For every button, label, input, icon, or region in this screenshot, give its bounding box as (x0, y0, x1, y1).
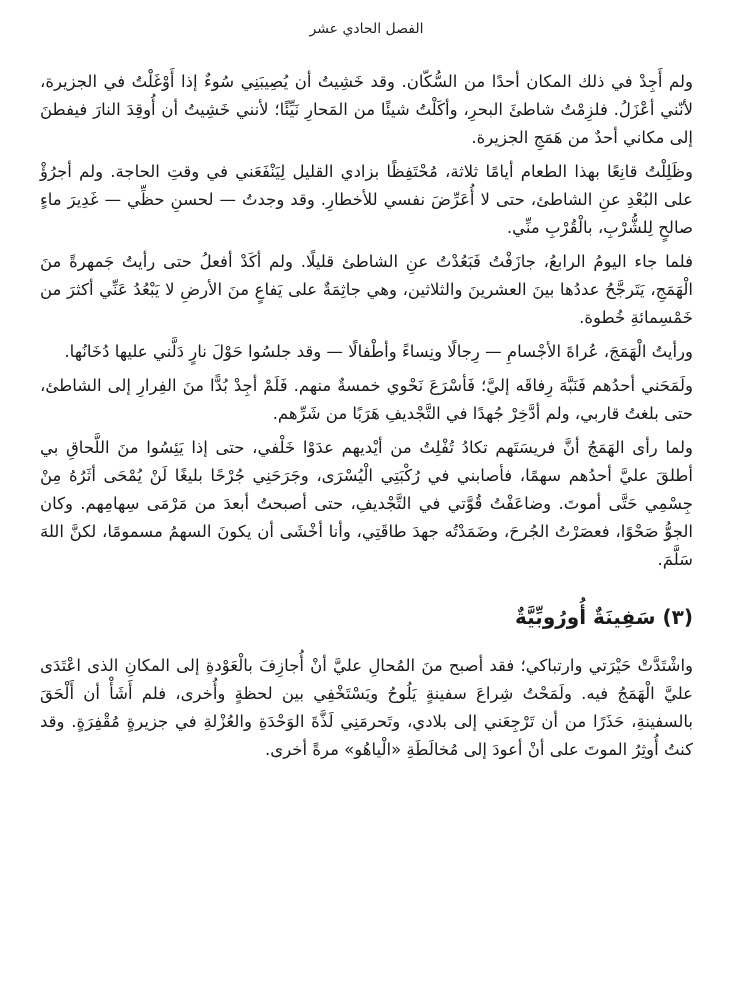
paragraph-5: ولَمَحَني أحدُهم فَنَبَّهَ رِفاقَه إليَّ؛ فَأسْرَعَ نَحْوي خمسةٌ منهم. فَلَمْ أجِدْ بُدًّا منَ الفِرارِ إلى الشاطئ، حتى بلغتُ قاربي، ولم أدَّخِرْ جُهدًا في التَّجْديفِ هَرَبًا من شَرِّهم. (40, 376, 693, 423)
running-header-chapter-title: الفصل الحادي عشر (309, 21, 424, 37)
section-paragraph-1: واشْتَدَّتْ حَيْرَتي وارتباكي؛ فقد أصبح منَ المُحالِ عليَّ أنْ أُجازِفَ بالْعَوْدةِ إلى المكانِ الذى اعْتَدَى عليَّ الْهَمَجُ فيه. ولَمَحْتُ شِراعَ سفينةٍ يَلُوحُ ويَسْتَخْفِي بين لحظةٍ وأُخرى، فلم أَشَأْ أن أَلْحَقَ بالسفينةِ، حَذَرًا من أن تَرْجِعَني إلى بلادي، وتَحرمَنِي لَذَّةَ الوَحْدَةِ والعُزْلةِ في جزيرةٍ مُقْفِرَةٍ. وقد كنتُ أُوثِرُ الموتَ على أنْ أعودَ إلى مُخالَطَةِ «الْياهُو» مرةً أخرى. (40, 656, 693, 759)
section-heading: (٣) سَفِينَةٌ أُورُوبِّيَّةٌ (515, 605, 693, 629)
paragraph-4: ورأيتُ الْهَمَجَ، عُراةَ الأجْسامِ — رِجالًا ونِساءً وأطْفالًا — وقد جلسُوا حَوْلَ نارٍ دَلَّني عليها دُخَانُها. (64, 342, 693, 361)
chapter-body (40, 68, 693, 574)
paragraph-3: فلما جاء اليومُ الرابعُ، جازَفْتُ فَبَعُدْتُ عنِ الشاطئ قليلًا. ولم أكَدْ أفعلُ حتى رأيتُ جَمهرةً منَ الْهَمَجِ، يَتَرجَّحُ عددُها بينَ العشرينَ والثلاثين، وهي جاثِمَةٌ على يَفاعٍ منَ الأرضِ لا يَبْعُدُ عَنِّي أكثرَ من خَمْسِمائةِ خُطوة. (40, 252, 693, 327)
paragraph-2: وظَلِلْتُ قانِعًا بهذا الطعام أيامًا ثلاثة، مُحْتَفِظًا بزادي القليل لِيَنْفَعَني في وقتِ الحاجة. ولم أجرُؤْ على البُعْدِ عنِ الشاطئ، حتى لا أُعَرِّضَ نفسي للأخطارِ. وقد وجدتُ — لحسنِ حظِّي — غَدِيرَ ماءٍ صالحٍ لِلشُّرْبِ، بالْقُرْبِ منِّي. (40, 162, 693, 237)
paragraph-1: ولم أَجِدْ في ذلك المكان أحدًا من السُّكّان. وقد خَشِيتُ أن يُصِيبَنِي سُوءٌ إذا أَوْغَلْتُ في الجزيرة، لأنّني أعْزَلُ. فلزِمْتُ شاطئَ البحرِ، وأكَلْتُ شيئًا من المَحارِ نَيِّئًا؛ لأنني خَشِيتُ أن أُوقِدَ النارَ فيفطنَ إلى مكاني أحدٌ من هَمَجِ الجزيرة. (40, 72, 693, 147)
section-body (40, 652, 693, 764)
paragraph-6: ولما رأى الهَمَجُ أنَّ فريسَتَهم تكادُ تُفْلِتُ من أيْديهم عدَوْا خَلْفي، حتى إذا يَئِسُوا منَ اللَّحاقِ بي أطلقَ عليَّ أحدُهم سهمًا، فأصابني في رُكْبَتِي الْيُسْرَى، وجَرَحَنِي جُرْحًا بليغًا لَنْ يُمْحَى أثَرُهُ مِنْ جِسْمِي حَتَّى أموتَ. وضاعَفْتُ قُوَّتي في التَّجْديفِ، حتى أصبحتُ أبعدَ من مَرْمَى سِهامِهم. وكان الجوُّ صَحْوًا، فعصَرْتُ الجُرحَ، وضَمَدْتُه جهدَ طاقَتِي، وأنا أخْشَى أن يكونَ السهمُ مسمومًا، لكنَّ اللهَ سَلَّمَ. (40, 438, 693, 569)
